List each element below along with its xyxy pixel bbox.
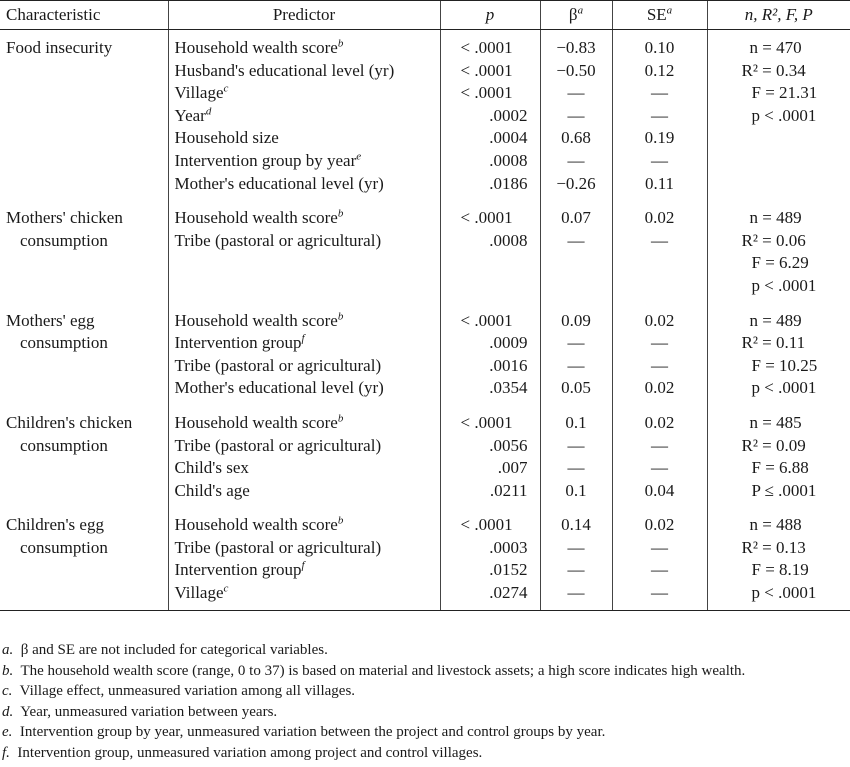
- se-value: —: [651, 560, 668, 580]
- beta-cell: [540, 30, 612, 201]
- stat-r2: R² = 0.09: [741, 435, 806, 455]
- predictor-name: Child's age: [174, 480, 250, 500]
- beta-value: 0.09: [561, 310, 591, 330]
- stat-n: n = 470: [749, 38, 802, 57]
- stat-f: F = 6.88: [751, 458, 809, 478]
- table-row-group: [0, 507, 850, 610]
- beta-value: —: [567, 230, 585, 250]
- beta-value: 0.1: [565, 480, 587, 500]
- p-value: .007: [497, 458, 528, 478]
- se-cell: [612, 507, 707, 610]
- predictor-label: [175, 412, 434, 435]
- predictor-cell: [168, 303, 440, 405]
- beta-value: 0.1: [565, 412, 587, 432]
- predictor-name: Household wealth score: [174, 412, 338, 432]
- p-value: .0003: [489, 537, 528, 557]
- p-value: .0056: [489, 435, 528, 455]
- footnote-mark: b.: [2, 662, 14, 679]
- stat-f: F = 8.19: [751, 560, 809, 580]
- se-value: 0.04: [644, 480, 675, 500]
- stat-p: P ≤ .0001: [751, 480, 817, 500]
- stat-r2: R² = 0.34: [741, 60, 806, 80]
- se-value: 0.02: [644, 310, 675, 330]
- footnote: [2, 640, 850, 661]
- predictor-name: Mother's educational level (yr): [174, 173, 384, 193]
- se-value: —: [651, 333, 668, 353]
- characteristic-label: Children's egg: [6, 515, 104, 535]
- footnote: [2, 681, 850, 702]
- header-predictor: Predictor: [168, 1, 440, 30]
- beta-value: 0.05: [561, 378, 591, 398]
- characteristic-label-cont: consumption: [20, 230, 108, 250]
- predictor-name: Tribe (pastoral or agricultural): [174, 435, 382, 455]
- predictor-cell: [168, 200, 440, 302]
- predictor-label: [175, 207, 434, 230]
- se-value: 0.02: [644, 208, 675, 228]
- footnote-mark: f.: [2, 744, 10, 761]
- characteristic-label-cont: consumption: [20, 333, 108, 353]
- header-beta: $\beta^a$: [540, 1, 612, 30]
- footnote-marker: b: [337, 412, 344, 425]
- predictor-name: Intervention group: [174, 333, 302, 353]
- p-value: .0009: [489, 333, 528, 353]
- characteristic-label: Children's chicken: [6, 412, 133, 432]
- predictor-name: Child's sex: [174, 458, 249, 478]
- characteristic-label: Food insecurity: [6, 38, 113, 57]
- p-value: < .0001: [460, 83, 513, 103]
- beta-value: —: [567, 583, 585, 603]
- footnote-marker: f: [301, 559, 305, 572]
- table-row-group: [0, 30, 850, 201]
- predictor-label: [175, 355, 434, 378]
- predictor-name: Household wealth score: [174, 515, 338, 535]
- beta-value: —: [567, 355, 585, 375]
- stat-f: F = 10.25: [751, 355, 818, 375]
- p-value: .0211: [489, 480, 528, 500]
- stat-r2: R² = 0.06: [741, 230, 806, 250]
- characteristic-cell: [0, 30, 168, 201]
- table-row-group: [0, 405, 850, 507]
- p-value: < .0001: [460, 38, 513, 57]
- se-value: 0.02: [644, 515, 675, 535]
- characteristic-cell: [0, 405, 168, 507]
- p-value: .0152: [489, 560, 528, 580]
- footnote-text: β and SE are not included for categorical variables.: [20, 642, 328, 658]
- stat-n: n = 489: [749, 310, 802, 330]
- predictor-name: Household wealth score: [174, 208, 338, 228]
- se-cell: [612, 200, 707, 302]
- footnote-mark: c.: [2, 683, 13, 699]
- se-cell: [612, 30, 707, 201]
- footnote-marker: e: [356, 150, 362, 163]
- p-value-cell: [440, 507, 540, 610]
- characteristic-cell: [0, 507, 168, 610]
- predictor-label: [175, 82, 434, 105]
- p-value-cell: [440, 303, 540, 405]
- predictor-name: Tribe (pastoral or agricultural): [174, 355, 382, 375]
- predictor-label: [175, 173, 434, 196]
- se-value: —: [651, 83, 668, 103]
- beta-value: —: [567, 560, 585, 580]
- predictor-label: [175, 105, 434, 128]
- se-cell: [612, 405, 707, 507]
- predictor-label: [175, 377, 434, 400]
- model-stats-cell: [707, 30, 850, 201]
- characteristic-label-cont: consumption: [20, 537, 108, 557]
- footnote-marker: d: [205, 105, 212, 118]
- p-value: < .0001: [460, 310, 513, 330]
- predictor-name: Tribe (pastoral or agricultural): [174, 230, 382, 250]
- header-stats: n, R², F, P: [707, 1, 850, 30]
- se-value: —: [651, 150, 668, 170]
- se-value: 0.11: [644, 173, 675, 193]
- p-value-cell: [440, 200, 540, 302]
- characteristic-label: Mothers' chicken: [6, 208, 123, 228]
- predictor-label: [175, 332, 434, 355]
- beta-value: —: [567, 435, 585, 455]
- p-value: .0008: [489, 150, 528, 170]
- se-value: 0.10: [644, 38, 675, 57]
- footnote-mark: d.: [2, 703, 14, 720]
- beta-value: —: [567, 83, 585, 103]
- table-row-group: [0, 303, 850, 405]
- predictor-name: Intervention group: [174, 560, 302, 580]
- p-value: .0008: [489, 230, 528, 250]
- predictor-name: Mother's educational level (yr): [174, 378, 384, 398]
- table-header-row: [0, 1, 850, 30]
- p-value-cell: [440, 30, 540, 201]
- characteristic-cell: [0, 200, 168, 302]
- stat-p: p < .0001: [751, 583, 817, 603]
- p-value: .0186: [489, 173, 528, 193]
- p-value: .0354: [489, 378, 528, 398]
- stat-n: n = 489: [749, 208, 802, 228]
- beta-cell: [540, 405, 612, 507]
- p-value: < .0001: [460, 412, 513, 432]
- predictor-name: Year: [174, 105, 206, 125]
- predictor-label: [175, 582, 434, 605]
- se-value: —: [651, 355, 668, 375]
- se-value: —: [651, 105, 668, 125]
- se-value: —: [651, 435, 668, 455]
- se-value: —: [651, 230, 668, 250]
- predictor-label: [175, 457, 434, 480]
- beta-cell: [540, 303, 612, 405]
- predictor-name: Village: [174, 583, 224, 603]
- footnote-marker: f: [301, 332, 305, 345]
- predictor-label: [175, 230, 434, 253]
- predictor-label: [175, 37, 434, 60]
- stat-p: p < .0001: [751, 378, 817, 398]
- predictor-name: Village: [174, 83, 224, 103]
- beta-value: −0.50: [556, 60, 596, 80]
- beta-cell: [540, 507, 612, 610]
- p-value: < .0001: [460, 208, 513, 228]
- footnote: [2, 702, 850, 723]
- header-se: $SE^a$: [612, 1, 707, 30]
- beta-value: —: [567, 150, 585, 170]
- se-value: 0.02: [644, 378, 675, 398]
- p-value: .0002: [489, 105, 528, 125]
- predictor-label: [175, 514, 434, 537]
- p-value-cell: [440, 405, 540, 507]
- beta-value: —: [567, 333, 585, 353]
- predictor-label: [175, 127, 434, 150]
- predictor-name: Household wealth score: [174, 310, 338, 330]
- se-value: —: [651, 583, 668, 603]
- predictor-cell: [168, 405, 440, 507]
- predictor-name: Household wealth score: [174, 38, 338, 57]
- predictor-label: [175, 537, 434, 560]
- predictor-name: Household size: [174, 128, 279, 148]
- footnote-text: Village effect, unmeasured variation among all villages.: [19, 683, 356, 699]
- predictor-label: [175, 480, 434, 503]
- predictor-cell: [168, 507, 440, 610]
- footnote-text: Intervention group by year, unmeasured variation between the project and control groups by year.: [19, 724, 606, 740]
- footnote-marker: b: [337, 309, 344, 322]
- table-body: [0, 30, 850, 611]
- table-row-group: [0, 200, 850, 302]
- beta-value: —: [567, 458, 585, 478]
- predictor-label: [175, 559, 434, 582]
- p-value: < .0001: [460, 515, 513, 535]
- footnote-marker: c: [223, 82, 229, 95]
- model-stats-cell: [707, 303, 850, 405]
- beta-value: −0.83: [556, 38, 596, 57]
- stat-p: p < .0001: [751, 105, 817, 125]
- beta-value: —: [567, 105, 585, 125]
- footnote-text: Year, unmeasured variation between years.: [20, 703, 278, 720]
- stat-f: F = 21.31: [751, 83, 818, 103]
- footnote-text: The household wealth score (range, 0 to 37) is based on material and livestock assets; a high score indicates high wealth.: [20, 662, 746, 679]
- footnote-mark: e.: [2, 724, 13, 740]
- predictor-name: Husband's educational level (yr): [174, 60, 395, 80]
- stat-p: p < .0001: [751, 275, 817, 295]
- stat-f: F = 6.29: [751, 253, 809, 273]
- predictor-label: [175, 310, 434, 333]
- beta-value: 0.68: [561, 128, 591, 148]
- predictor-name: Intervention group by year: [174, 150, 357, 170]
- footnote: [2, 743, 850, 764]
- footnote: [2, 661, 850, 682]
- model-stats-cell: [707, 200, 850, 302]
- header-p: p: [440, 1, 540, 30]
- stat-r2: R² = 0.11: [741, 333, 806, 353]
- footnote-mark: a.: [2, 642, 14, 658]
- predictor-cell: [168, 30, 440, 201]
- predictor-name: Tribe (pastoral or agricultural): [174, 537, 382, 557]
- table-footnotes: [2, 640, 850, 763]
- beta-value: 0.07: [561, 208, 591, 228]
- beta-cell: [540, 200, 612, 302]
- se-cell: [612, 303, 707, 405]
- footnote-marker: b: [337, 37, 344, 50]
- beta-value: —: [567, 537, 585, 557]
- p-value: < .0001: [460, 60, 513, 80]
- footnote-text: Intervention group, unmeasured variation among project and control villages.: [17, 744, 483, 761]
- se-value: —: [651, 458, 668, 478]
- model-stats-cell: [707, 405, 850, 507]
- characteristic-cell: [0, 303, 168, 405]
- footnote: [2, 722, 850, 743]
- footnote-marker: c: [223, 582, 229, 595]
- p-value: .0016: [489, 355, 528, 375]
- predictor-label: [175, 435, 434, 458]
- se-value: —: [651, 537, 668, 557]
- beta-value: −0.26: [556, 173, 596, 193]
- se-value: 0.12: [644, 60, 675, 80]
- characteristic-label: Mothers' egg: [6, 310, 95, 330]
- footnote-marker: b: [337, 514, 344, 527]
- stat-n: n = 485: [749, 412, 802, 432]
- footnote-marker: b: [337, 207, 344, 220]
- se-value: 0.19: [644, 128, 675, 148]
- p-value: .0004: [489, 128, 528, 148]
- p-value: .0274: [489, 583, 528, 603]
- stat-n: n = 488: [749, 515, 802, 535]
- model-stats-cell: [707, 507, 850, 610]
- predictor-label: [175, 60, 434, 83]
- beta-value: 0.14: [561, 515, 591, 535]
- characteristic-label-cont: consumption: [20, 435, 108, 455]
- header-characteristic: Characteristic: [0, 1, 168, 30]
- predictor-label: [175, 150, 434, 173]
- stat-r2: R² = 0.13: [741, 537, 806, 557]
- se-value: 0.02: [644, 412, 675, 432]
